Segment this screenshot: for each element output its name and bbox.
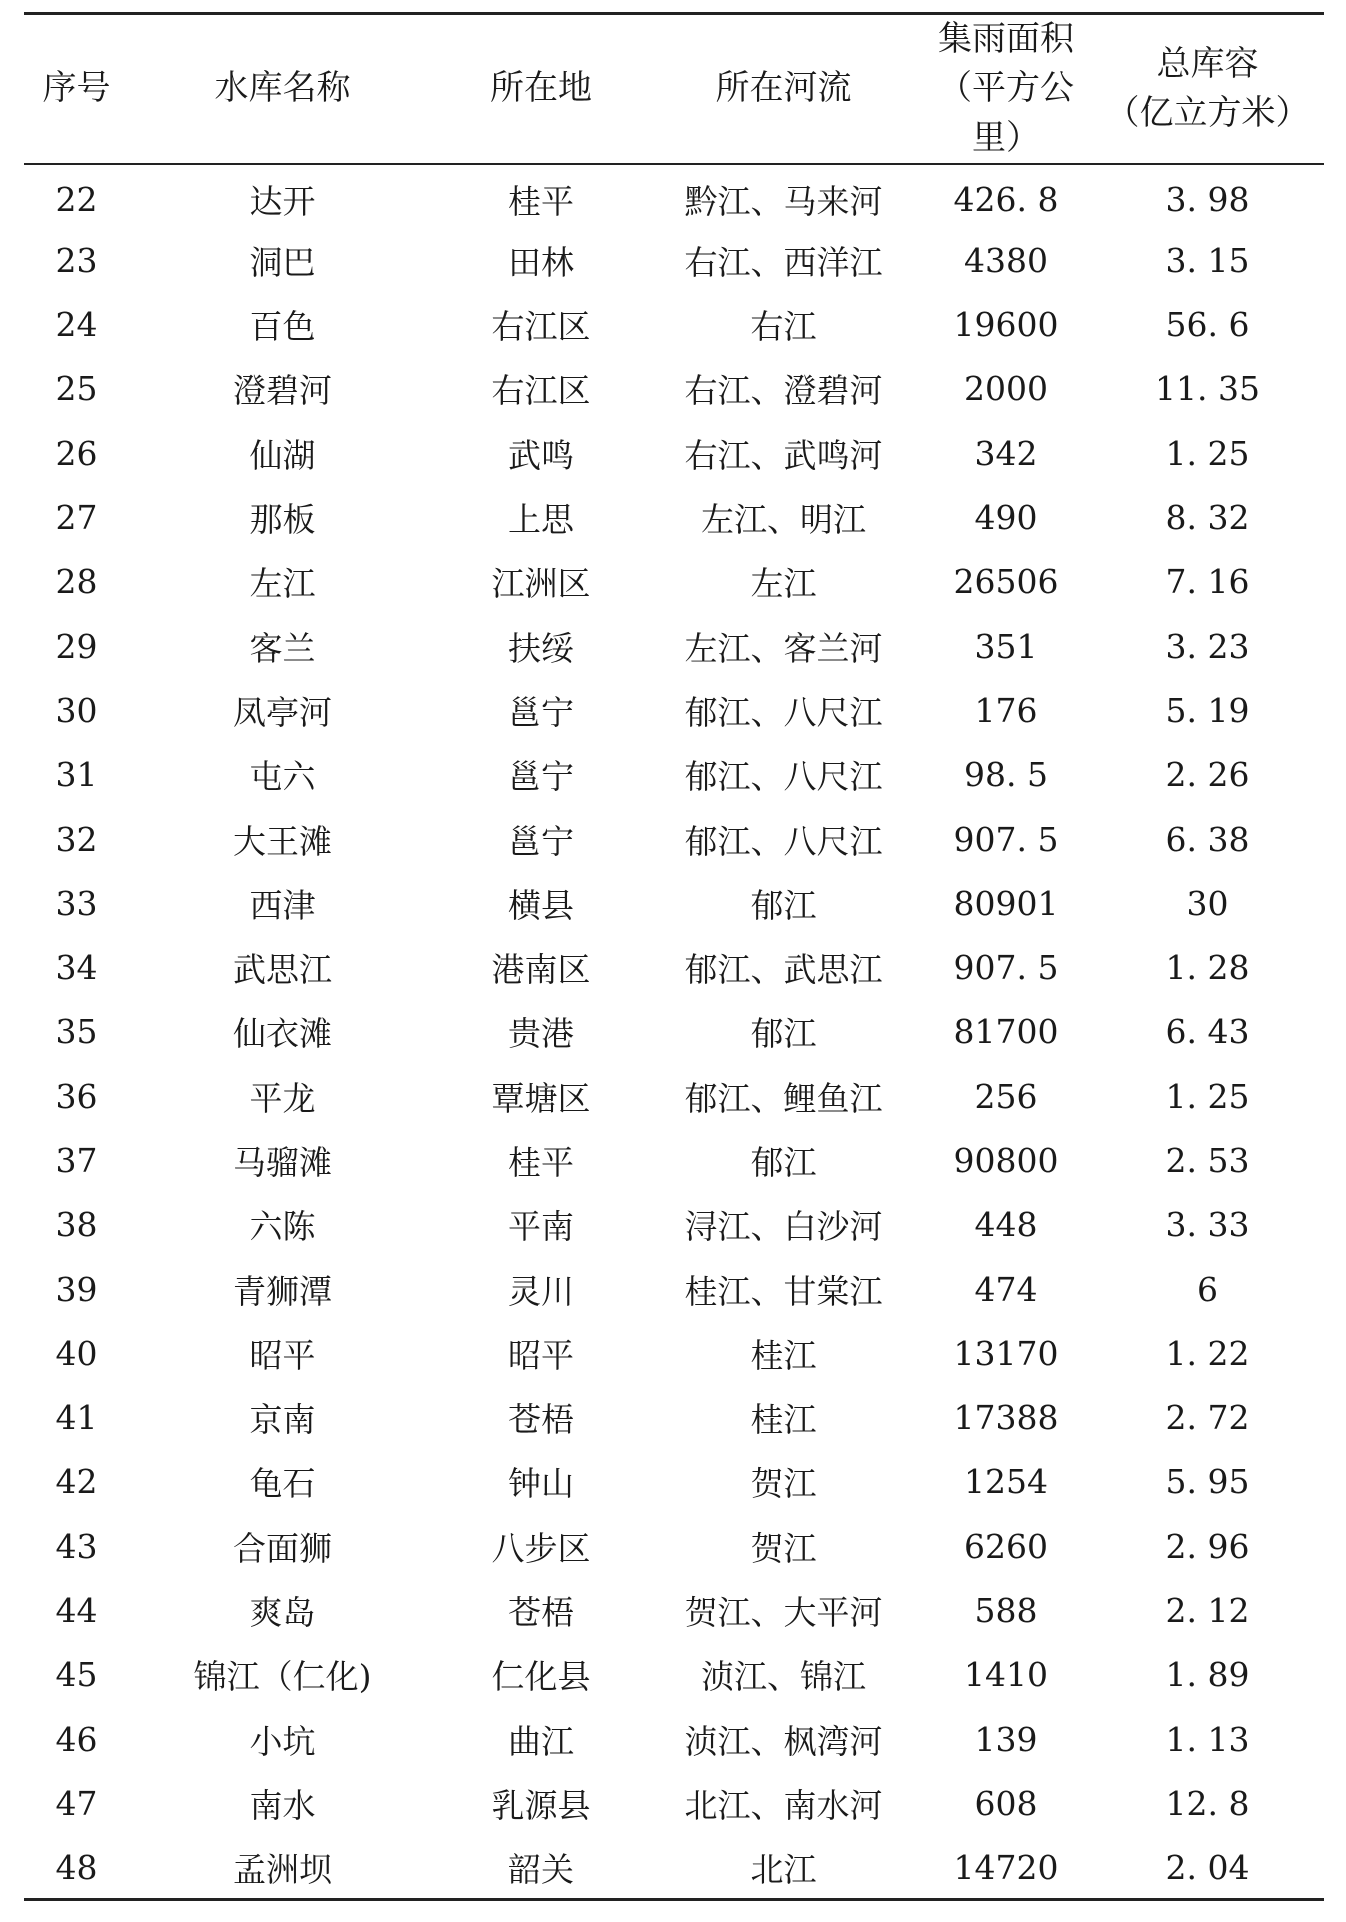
header-location: 所在地 bbox=[436, 14, 646, 164]
cell-index: 48 bbox=[24, 1836, 129, 1900]
table-row bbox=[24, 485, 1324, 549]
cell-catchment-area: 81700 bbox=[953, 1012, 1059, 1052]
table-row bbox=[24, 1386, 1324, 1450]
cell-location: 田林 bbox=[508, 242, 574, 282]
cell-total-capacity: 1. 13 bbox=[1165, 1719, 1250, 1759]
header-catchment-title: 集雨面积 bbox=[938, 19, 1074, 59]
cell-river: 桂江 bbox=[750, 1400, 817, 1440]
cell-reservoir-name: 合面狮 bbox=[233, 1528, 332, 1568]
header-name: 水库名称 bbox=[129, 14, 436, 164]
cell-location: 港南区 bbox=[491, 950, 591, 990]
cell-index: 34 bbox=[55, 948, 98, 988]
cell-reservoir-name: 凤亭河 bbox=[233, 692, 332, 732]
table-body bbox=[24, 164, 1324, 1900]
table-row bbox=[24, 1836, 1324, 1900]
cell-location: 桂平 bbox=[508, 182, 574, 222]
cell-reservoir-name: 孟洲坝 bbox=[129, 1836, 436, 1900]
table-row bbox=[24, 1321, 1324, 1385]
cell-index: 44 bbox=[55, 1591, 98, 1631]
cell-reservoir-name: 南水 bbox=[249, 1785, 316, 1825]
cell-reservoir-name: 左江 bbox=[249, 564, 316, 604]
cell-total-capacity: 1. 25 bbox=[1165, 1076, 1250, 1116]
cell-location: 曲江 bbox=[508, 1721, 574, 1761]
table-row bbox=[24, 1578, 1324, 1642]
cell-index: 22 bbox=[55, 180, 98, 220]
cell-catchment-area: 351 bbox=[974, 626, 1038, 666]
cell-river: 右江、武鸣河 bbox=[684, 435, 883, 475]
header-catchment-unit: （平方公里） bbox=[938, 68, 1074, 158]
cell-reservoir-name: 仙湖 bbox=[249, 435, 316, 475]
cell-river: 郁江 bbox=[750, 1014, 817, 1054]
table-row bbox=[24, 357, 1324, 421]
cell-river: 贺江 bbox=[750, 1464, 817, 1504]
cell-location: 横县 bbox=[508, 885, 574, 925]
cell-reservoir-name: 洞巴 bbox=[249, 242, 316, 282]
cell-total-capacity: 56. 6 bbox=[1165, 305, 1250, 345]
cell-index: 39 bbox=[55, 1269, 98, 1309]
cell-total-capacity: 2. 26 bbox=[1165, 755, 1250, 795]
cell-catchment-area: 6260 bbox=[964, 1526, 1048, 1566]
cell-reservoir-name: 武思江 bbox=[233, 950, 332, 990]
cell-location: 邕宁 bbox=[508, 692, 574, 732]
cell-catchment-area: 448 bbox=[974, 1205, 1038, 1245]
cell-river: 贺江 bbox=[750, 1528, 817, 1568]
cell-index: 31 bbox=[55, 755, 98, 795]
cell-catchment-area: 256 bbox=[974, 1076, 1038, 1116]
cell-catchment-area: 26506 bbox=[953, 562, 1059, 602]
cell-total-capacity: 1. 22 bbox=[1165, 1333, 1250, 1373]
header-capacity-title: 总库容 bbox=[1156, 43, 1259, 84]
cell-total-capacity: 3. 98 bbox=[1165, 180, 1250, 220]
cell-index: 29 bbox=[55, 626, 98, 666]
table-row bbox=[24, 1000, 1324, 1064]
cell-reservoir-name: 那板 bbox=[249, 500, 316, 540]
table-row bbox=[24, 1193, 1324, 1257]
cell-reservoir-name: 仙衣滩 bbox=[233, 1014, 332, 1054]
table-row bbox=[24, 550, 1324, 614]
cell-total-capacity: 1. 28 bbox=[1165, 948, 1250, 988]
cell-catchment-area: 907. 5 bbox=[953, 948, 1059, 988]
cell-location: 武鸣 bbox=[508, 435, 574, 475]
cell-catchment-area: 2000 bbox=[964, 369, 1048, 409]
cell-location: 邕宁 bbox=[508, 757, 574, 797]
cell-river: 左江、客兰河 bbox=[684, 628, 883, 668]
cell-river: 浈江、锦江 bbox=[701, 1657, 866, 1697]
cell-reservoir-name: 小坑 bbox=[249, 1721, 316, 1761]
table-row bbox=[24, 1128, 1324, 1192]
cell-river: 浈江、枫湾河 bbox=[684, 1721, 883, 1761]
table-row bbox=[24, 228, 1324, 292]
cell-total-capacity: 2. 04 bbox=[1091, 1836, 1324, 1900]
cell-location: 邕宁 bbox=[508, 821, 574, 861]
table-row bbox=[24, 1514, 1324, 1578]
cell-catchment-area: 13170 bbox=[953, 1333, 1059, 1373]
cell-river: 浔江、白沙河 bbox=[684, 1207, 883, 1247]
cell-river: 北江 bbox=[646, 1836, 921, 1900]
cell-catchment-area: 80901 bbox=[953, 883, 1059, 923]
cell-index: 35 bbox=[55, 1012, 98, 1052]
cell-reservoir-name: 六陈 bbox=[249, 1207, 316, 1247]
cell-reservoir-name: 百色 bbox=[249, 307, 316, 347]
cell-river: 左江、明江 bbox=[701, 500, 866, 540]
cell-river: 郁江 bbox=[750, 1142, 817, 1182]
cell-catchment-area: 608 bbox=[974, 1783, 1038, 1823]
cell-index: 30 bbox=[55, 690, 98, 730]
cell-reservoir-name: 大王滩 bbox=[233, 821, 332, 861]
cell-river: 贺江、大平河 bbox=[684, 1593, 883, 1633]
header-catchment bbox=[921, 14, 1091, 164]
table-row bbox=[24, 421, 1324, 485]
cell-reservoir-name: 昭平 bbox=[249, 1335, 316, 1375]
table-row bbox=[24, 871, 1324, 935]
cell-reservoir-name: 澄碧河 bbox=[233, 371, 332, 411]
cell-reservoir-name: 屯六 bbox=[249, 757, 316, 797]
cell-total-capacity: 6 bbox=[1197, 1269, 1218, 1309]
cell-location: 韶关 bbox=[436, 1836, 646, 1900]
table-row bbox=[24, 935, 1324, 999]
cell-location: 苍梧 bbox=[508, 1593, 574, 1633]
cell-reservoir-name: 西津 bbox=[249, 885, 316, 925]
cell-total-capacity: 1. 25 bbox=[1165, 433, 1250, 473]
header-capacity bbox=[1091, 14, 1324, 164]
cell-catchment-area: 17388 bbox=[953, 1398, 1059, 1438]
cell-total-capacity: 5. 19 bbox=[1165, 690, 1250, 730]
cell-river: 桂江 bbox=[750, 1335, 817, 1375]
table-row bbox=[24, 614, 1324, 678]
cell-river: 左江 bbox=[750, 564, 817, 604]
cell-location: 上思 bbox=[508, 500, 574, 540]
cell-index: 42 bbox=[55, 1462, 98, 1502]
reservoir-table bbox=[24, 12, 1324, 1901]
cell-location: 覃塘区 bbox=[491, 1078, 591, 1118]
cell-total-capacity: 2. 72 bbox=[1165, 1398, 1250, 1438]
cell-catchment-area: 907. 5 bbox=[953, 819, 1059, 859]
cell-total-capacity: 5. 95 bbox=[1165, 1462, 1250, 1502]
cell-catchment-area: 588 bbox=[974, 1591, 1038, 1631]
table-row bbox=[24, 1064, 1324, 1128]
table-row bbox=[24, 1643, 1324, 1707]
cell-river: 郁江、八尺江 bbox=[684, 692, 883, 732]
cell-catchment-area: 1410 bbox=[964, 1655, 1048, 1695]
table-row bbox=[24, 1450, 1324, 1514]
cell-river: 右江、澄碧河 bbox=[684, 371, 883, 411]
cell-total-capacity: 1. 89 bbox=[1165, 1655, 1250, 1695]
cell-location: 右江区 bbox=[491, 371, 591, 411]
cell-total-capacity: 6. 38 bbox=[1165, 819, 1250, 859]
cell-river: 郁江、八尺江 bbox=[684, 757, 883, 797]
cell-reservoir-name: 爽岛 bbox=[249, 1593, 316, 1633]
cell-location: 灵川 bbox=[508, 1271, 574, 1311]
cell-river: 郁江 bbox=[750, 885, 817, 925]
cell-reservoir-name: 达开 bbox=[249, 182, 316, 222]
cell-index: 41 bbox=[55, 1398, 98, 1438]
cell-index: 38 bbox=[55, 1205, 98, 1245]
cell-index: 37 bbox=[55, 1140, 98, 1180]
cell-river: 郁江、武思江 bbox=[684, 950, 883, 990]
header-index: 序号 bbox=[24, 14, 129, 164]
table-row bbox=[24, 164, 1324, 228]
cell-location: 钟山 bbox=[508, 1464, 574, 1504]
cell-catchment-area: 4380 bbox=[964, 240, 1048, 280]
cell-catchment-area: 1254 bbox=[964, 1462, 1048, 1502]
cell-river: 郁江、八尺江 bbox=[684, 821, 883, 861]
cell-total-capacity: 7. 16 bbox=[1165, 562, 1250, 602]
table-row bbox=[24, 807, 1324, 871]
cell-catchment-area: 490 bbox=[974, 498, 1038, 538]
cell-index: 36 bbox=[55, 1076, 98, 1116]
cell-location: 桂平 bbox=[508, 1142, 574, 1182]
cell-location: 乳源县 bbox=[491, 1785, 591, 1825]
cell-index: 26 bbox=[55, 433, 98, 473]
cell-index: 45 bbox=[55, 1655, 98, 1695]
cell-location: 扶绥 bbox=[508, 628, 574, 668]
cell-index: 25 bbox=[55, 369, 98, 409]
cell-total-capacity: 3. 33 bbox=[1165, 1205, 1250, 1245]
cell-catchment-area: 19600 bbox=[953, 305, 1059, 345]
cell-catchment-area: 139 bbox=[974, 1719, 1038, 1759]
cell-river: 右江 bbox=[750, 307, 817, 347]
cell-total-capacity: 6. 43 bbox=[1165, 1012, 1250, 1052]
header-row bbox=[24, 14, 1324, 164]
cell-index: 43 bbox=[55, 1526, 98, 1566]
cell-index: 32 bbox=[55, 819, 98, 859]
cell-location: 江洲区 bbox=[491, 564, 591, 604]
table-row bbox=[24, 1257, 1324, 1321]
cell-location: 贵港 bbox=[508, 1014, 574, 1054]
cell-reservoir-name: 锦江（仁化) bbox=[193, 1657, 372, 1697]
cell-river: 右江、西洋江 bbox=[684, 242, 883, 282]
cell-location: 八步区 bbox=[491, 1528, 591, 1568]
cell-index: 27 bbox=[55, 498, 98, 538]
cell-total-capacity: 8. 32 bbox=[1165, 498, 1250, 538]
cell-total-capacity: 2. 96 bbox=[1165, 1526, 1250, 1566]
cell-total-capacity: 3. 15 bbox=[1165, 240, 1250, 280]
cell-location: 右江区 bbox=[491, 307, 591, 347]
cell-river: 郁江、鲤鱼江 bbox=[684, 1078, 883, 1118]
table-row bbox=[24, 1771, 1324, 1835]
cell-catchment-area: 90800 bbox=[953, 1140, 1059, 1180]
cell-location: 苍梧 bbox=[508, 1400, 574, 1440]
cell-river: 黔江、马来河 bbox=[684, 182, 883, 222]
cell-total-capacity: 3. 23 bbox=[1165, 626, 1250, 666]
cell-reservoir-name: 龟石 bbox=[249, 1464, 316, 1504]
cell-index: 46 bbox=[55, 1719, 98, 1759]
cell-total-capacity: 2. 12 bbox=[1165, 1591, 1250, 1631]
cell-reservoir-name: 马骝滩 bbox=[233, 1142, 332, 1182]
cell-index: 23 bbox=[55, 240, 98, 280]
cell-total-capacity: 12. 8 bbox=[1165, 1783, 1250, 1823]
cell-index: 47 bbox=[55, 1783, 98, 1823]
cell-river: 桂江、甘棠江 bbox=[684, 1271, 883, 1311]
cell-index: 24 bbox=[55, 305, 98, 345]
table-row bbox=[24, 678, 1324, 742]
table-header bbox=[24, 14, 1324, 164]
cell-index: 33 bbox=[55, 883, 98, 923]
cell-total-capacity: 2. 53 bbox=[1165, 1140, 1250, 1180]
cell-reservoir-name: 京南 bbox=[249, 1400, 316, 1440]
cell-catchment-area: 474 bbox=[974, 1269, 1038, 1309]
cell-reservoir-name: 青狮潭 bbox=[233, 1271, 332, 1311]
cell-reservoir-name: 客兰 bbox=[249, 628, 316, 668]
cell-catchment-area: 342 bbox=[974, 433, 1038, 473]
table-row bbox=[24, 292, 1324, 356]
cell-catchment-area: 98. 5 bbox=[964, 755, 1048, 795]
cell-index: 28 bbox=[55, 562, 98, 602]
cell-index: 40 bbox=[55, 1333, 98, 1373]
cell-catchment-area: 176 bbox=[974, 690, 1038, 730]
cell-catchment-area: 14720 bbox=[921, 1836, 1091, 1900]
header-capacity-unit: （亿立方米） bbox=[1105, 92, 1310, 133]
cell-river: 北江、南水河 bbox=[684, 1785, 883, 1825]
cell-catchment-area: 426. 8 bbox=[953, 180, 1059, 220]
cell-location: 昭平 bbox=[508, 1335, 574, 1375]
cell-location: 仁化县 bbox=[491, 1657, 591, 1697]
cell-reservoir-name: 平龙 bbox=[249, 1078, 316, 1118]
cell-total-capacity: 11. 35 bbox=[1155, 369, 1260, 409]
table-row bbox=[24, 1707, 1324, 1771]
cell-location: 平南 bbox=[508, 1207, 574, 1247]
cell-total-capacity: 30 bbox=[1186, 883, 1229, 923]
table-row bbox=[24, 743, 1324, 807]
header-river: 所在河流 bbox=[646, 14, 921, 164]
